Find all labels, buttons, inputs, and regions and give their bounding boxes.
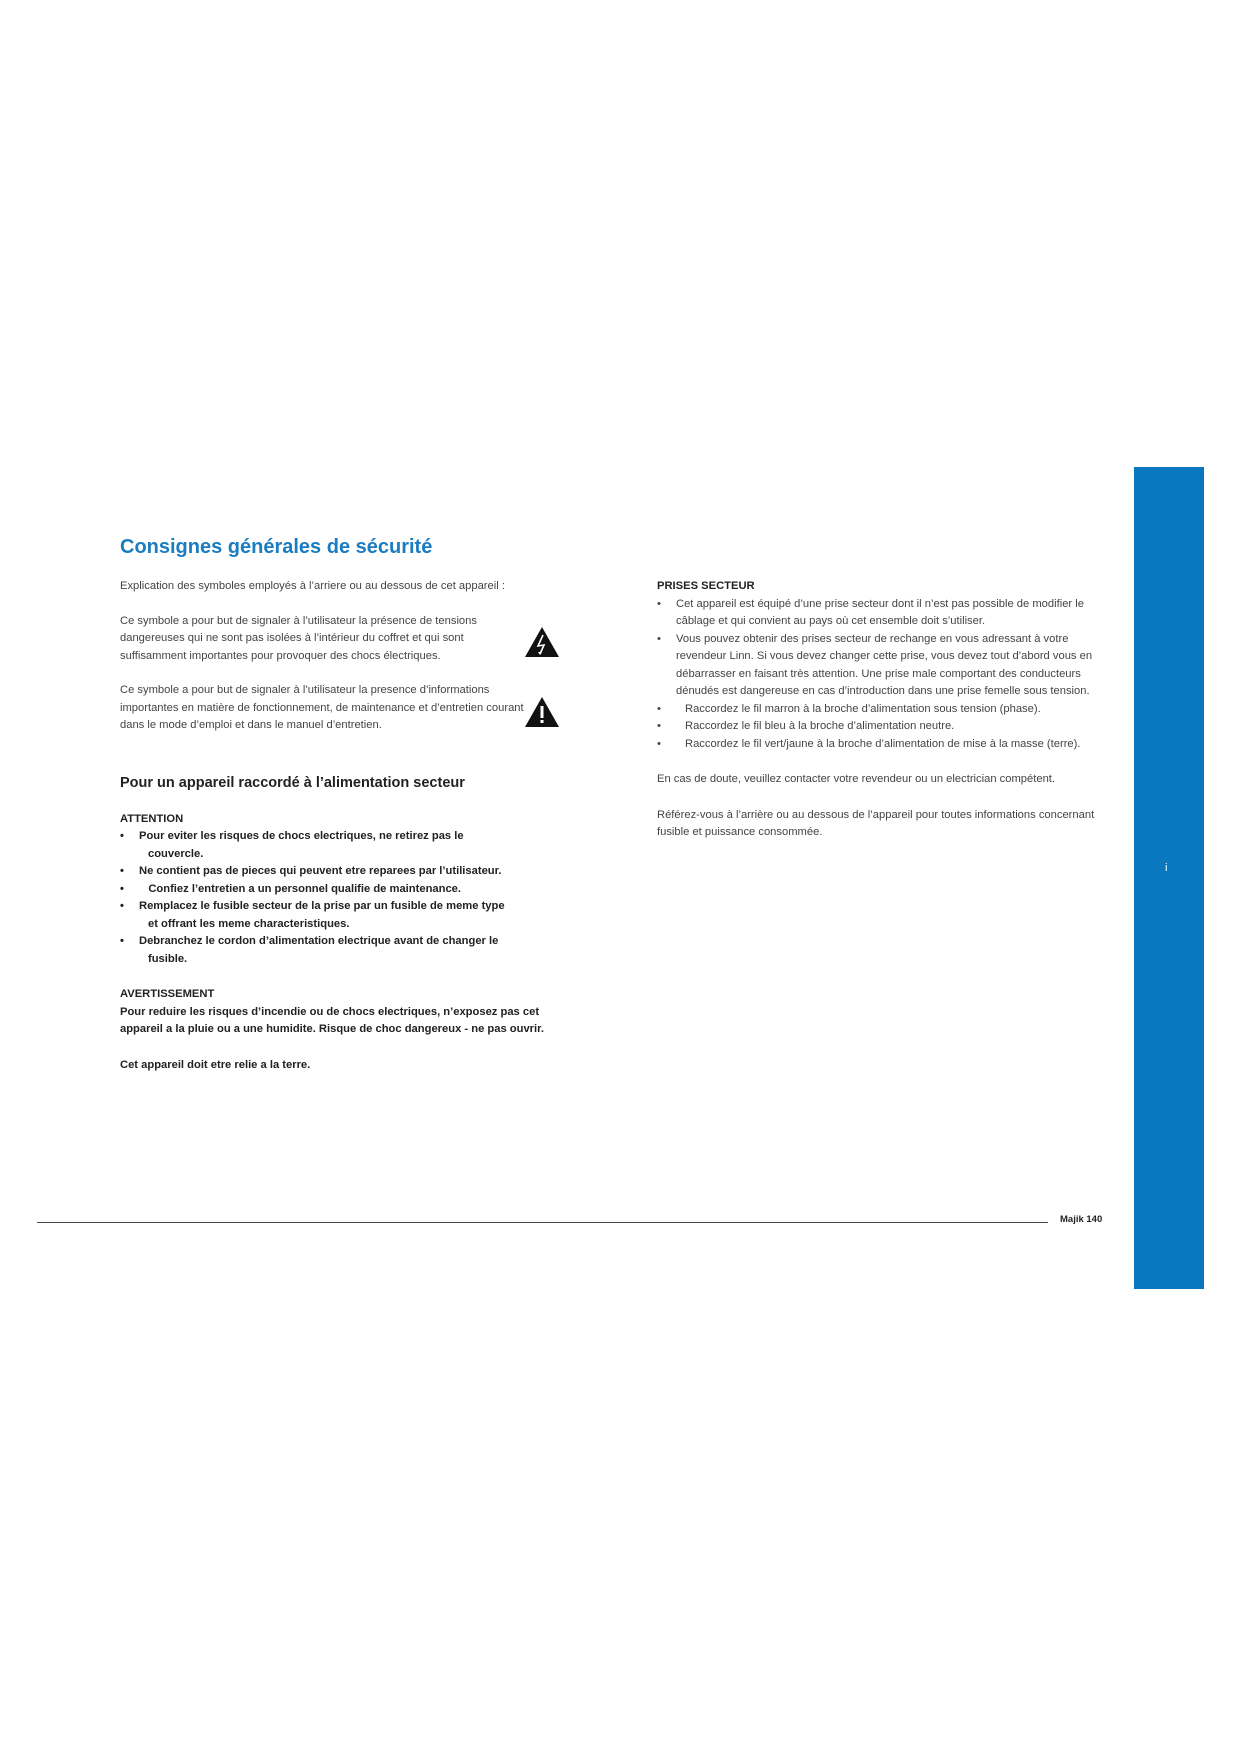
list-item: • Ne contient pas de pieces qui peuvent etre reparees par l’utilisateur.	[120, 863, 560, 881]
side-tab-bar	[1134, 467, 1204, 1289]
footer-divider	[37, 1222, 1048, 1223]
list-item: • Raccordez le fil vert/jaune à la broche d’alimentation de mise à la masse (terre).	[657, 736, 1107, 754]
attention-title: ATTENTION	[120, 812, 184, 825]
symbol1-block	[120, 613, 560, 666]
symbols-intro: Explication des symboles employés à l’arriere ou au dessous de cet appareil :	[120, 580, 505, 592]
section-mark: i	[1165, 862, 1168, 874]
page-title: Consignes générales de sécurité	[120, 536, 433, 558]
mains-heading: Pour un appareil raccordé à l’alimentation secteur	[120, 774, 465, 791]
exclamation-warning-icon	[524, 696, 560, 728]
lightning-warning-icon	[524, 626, 560, 658]
list-item: • Cet appareil est équipé d’une prise secteur dont il n’est pas possible de modifier le câblage et qui convient au pays où cet ensemble doit s’utiliser.	[657, 596, 1107, 631]
list-item: • Pour eviter les risques de chocs electriques, ne retirez pas le couvercle.	[120, 828, 560, 863]
list-item: • Raccordez le fil bleu à la broche d’alimentation neutre.	[657, 718, 1107, 736]
list-item: • Raccordez le fil marron à la broche d’alimentation sous tension (phase).	[657, 701, 1107, 719]
left-column	[120, 578, 560, 1074]
list-item: • Confiez l’entretien a un personnel qualifie de maintenance.	[120, 881, 560, 899]
prises-title: PRISES SECTEUR	[657, 580, 755, 592]
doubt-notice: En cas de doute, veuillez contacter votre revendeur ou un electrician compétent.	[657, 773, 1056, 785]
fuse-reference: Référez-vous à l’arrière ou au dessous de l’appareil pour toutes informations concernant fusible et puissance consommée.	[657, 808, 1095, 838]
avertissement-text: Pour reduire les risques d’incendie ou de chocs electriques, n’exposez pas cet appareil a la pluie ou a une humidite. Risque de choc dangereux - ne pas ouvrir.	[120, 1005, 544, 1035]
symbol2-text: Ce symbole a pour but de signaler à l’utilisateur la presence d’informations importantes en matière de fonctionnement, de maintenance et d’entretien courant dans le mode d’emploi et dans le manuel d’entretien.	[120, 684, 524, 731]
list-item: • Vous pouvez obtenir des prises secteur de rechange en vous adressant à votre revendeur Linn. Si vous devez changer cette prise, vous devez tout d’abord vous en débarrasser en faisant très attention. Une prise male comportant des conducteurs dénudés est dangereuse en cas d’introduction dans une prise femelle sous tension.	[657, 631, 1107, 701]
symbol1-text: Ce symbole a pour but de signaler à l’utilisateur la présence de tensions dangereuses qui ne sont pas isolées à l’intérieur du coffret et qui sont suffisamment importantes pour provoquer des chocs électriques.	[120, 614, 477, 662]
avertissement-title: AVERTISSEMENT	[120, 988, 215, 1000]
prises-list	[657, 596, 1107, 754]
list-item: • Remplacez le fusible secteur de la prise par un fusible de meme type et offrant les meme characteristiques.	[120, 898, 560, 933]
footer-product-name: Majik 140	[1060, 1214, 1103, 1225]
ground-notice: Cet appareil doit etre relie a la terre.	[120, 1058, 311, 1071]
attention-list	[120, 828, 560, 968]
right-column	[657, 578, 1107, 842]
list-item: • Debranchez le cordon d’alimentation electrique avant de changer le fusible.	[120, 933, 560, 968]
symbol2-block	[120, 682, 560, 735]
